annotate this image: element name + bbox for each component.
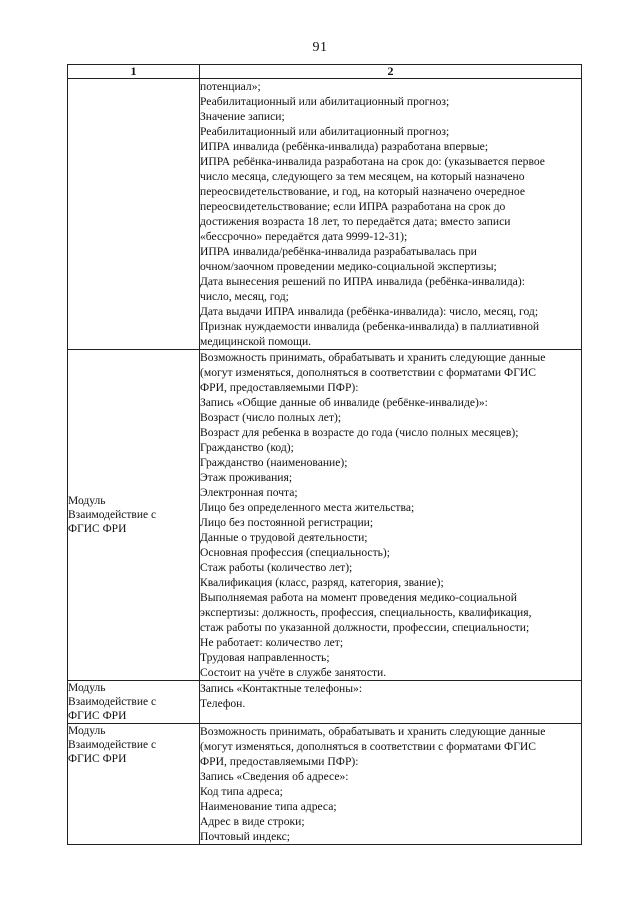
description-line: очном/заочном проведении медико-социальной экспертизы;	[200, 260, 497, 273]
module-name-line: Взаимодействие с	[68, 696, 157, 708]
module-name-cell	[68, 724, 200, 845]
description-line: Основная профессия (специальность);	[200, 546, 391, 559]
description-line: (могут изменяться, дополняться в соответствии с форматами ФГИС	[200, 740, 536, 753]
description-line: Лицо без определенного места жительства;	[200, 501, 415, 514]
description-line: Квалификация (класс, разряд, категория, звание);	[200, 576, 444, 589]
table-header-row	[68, 65, 582, 79]
description-line: Возможность принимать, обрабатывать и хранить следующие данные	[200, 725, 546, 738]
module-name-line: ФГИС ФРИ	[68, 523, 127, 535]
description-line: Почтовый индекс;	[200, 830, 290, 843]
data-description-cell	[200, 724, 582, 845]
description-line: (могут изменяться, дополняться в соответствии с форматами ФГИС	[200, 366, 536, 379]
description-line: переосвидетельствование, и год, на который назначено очередное	[200, 185, 525, 198]
description-line: экспертизы: должность, профессия, специальность, квалификация,	[200, 606, 532, 619]
description-line: Трудовая направленность;	[200, 651, 330, 664]
column-header-1: 1	[68, 65, 200, 79]
description-line: Стаж работы (количество лет);	[200, 561, 353, 574]
description-line: Дата выдачи ИПРА инвалида (ребёнка-инвалида): число, месяц, год;	[200, 305, 539, 318]
description-line: достижения возраста 18 лет, то передаётся дата; вместо записи	[200, 215, 511, 228]
description-line: Этаж проживания;	[200, 471, 293, 484]
data-description-cell	[200, 681, 582, 724]
description-line: Состоит на учёте в службе занятости.	[200, 666, 387, 679]
module-name-line: ФГИС ФРИ	[68, 753, 127, 765]
description-line: Реабилитационный или абилитационный прогноз;	[200, 125, 450, 138]
module-name-line: ФГИС ФРИ	[68, 710, 127, 722]
description-line: «бессрочно» передаётся дата 9999-12-31);	[200, 230, 408, 243]
description-line: Данные о трудовой деятельности;	[200, 531, 368, 544]
description-line: Не работает: количество лет;	[200, 636, 344, 649]
module-name-line: Модуль	[68, 725, 106, 737]
description-line: Электронная почта;	[200, 486, 298, 499]
description-line: число, месяц, год;	[200, 290, 289, 303]
data-description-cell	[200, 350, 582, 681]
description-line: Гражданство (код);	[200, 441, 294, 454]
description-line: Адрес в виде строки;	[200, 815, 305, 828]
module-name-cell	[68, 79, 200, 350]
description-line: Признак нуждаемости инвалида (ребенка-инвалида) в паллиативной	[200, 320, 540, 333]
description-line: Лицо без постоянной регистрации;	[200, 516, 374, 529]
description-line: Возраст для ребенка в возрасте до года (число полных месяцев);	[200, 426, 519, 439]
module-name-cell	[68, 350, 200, 681]
page-number: 91	[312, 40, 328, 55]
module-name-line: Взаимодействие с	[68, 739, 157, 751]
description-line: Код типа адреса;	[200, 785, 283, 798]
description-line: Наименование типа адреса;	[200, 800, 337, 813]
description-line: Гражданство (наименование);	[200, 456, 348, 469]
table-body	[68, 79, 582, 845]
description-line: Запись «Контактные телефоны»:	[200, 682, 363, 695]
description-line: ИПРА инвалида (ребёнка-инвалида) разработана впервые;	[200, 140, 489, 153]
description-line: Запись «Сведения об адресе»:	[200, 770, 349, 783]
table-row	[68, 79, 582, 350]
description-line: стаж работы по указанной должности, профессии, специальности;	[200, 621, 530, 634]
description-line: Значение записи;	[200, 110, 285, 123]
description-line: число месяца, следующего за тем месяцем, на который назначено	[200, 170, 525, 183]
description-line: медицинской помощи.	[200, 335, 312, 348]
module-name-line: Взаимодействие с	[68, 509, 157, 521]
description-line: Возраст (число полных лет);	[200, 411, 342, 424]
module-name-line: Модуль	[68, 682, 106, 694]
description-line: ФРИ, предоставляемыми ПФР):	[200, 381, 359, 394]
description-line: ФРИ, предоставляемыми ПФР):	[200, 755, 359, 768]
column-header-2: 2	[200, 65, 582, 79]
module-name-cell	[68, 681, 200, 724]
description-line: потенциал»;	[200, 80, 261, 93]
description-line: Телефон.	[200, 697, 246, 710]
description-line: переосвидетельствование; если ИПРА разработана на срок до	[200, 200, 506, 213]
table-row	[68, 724, 582, 845]
module-name-line: Модуль	[68, 495, 106, 507]
description-line: Реабилитационный или абилитационный прогноз;	[200, 95, 450, 108]
description-line: ИПРА ребёнка-инвалида разработана на срок до: (указывается первое	[200, 155, 545, 168]
description-line: Возможность принимать, обрабатывать и хранить следующие данные	[200, 351, 546, 364]
data-description-cell	[200, 79, 582, 350]
table-row	[68, 350, 582, 681]
requirements-table	[67, 64, 582, 845]
description-line: Запись «Общие данные об инвалиде (ребёнке-инвалиде)»:	[200, 396, 488, 409]
description-line: Дата вынесения решений по ИПРА инвалида (ребёнка-инвалида):	[200, 275, 525, 288]
table-row	[68, 681, 582, 724]
description-line: ИПРА инвалида/ребёнка-инвалида разрабатывалась при	[200, 245, 477, 258]
description-line: Выполняемая работа на момент проведения медико-социальной	[200, 591, 517, 604]
